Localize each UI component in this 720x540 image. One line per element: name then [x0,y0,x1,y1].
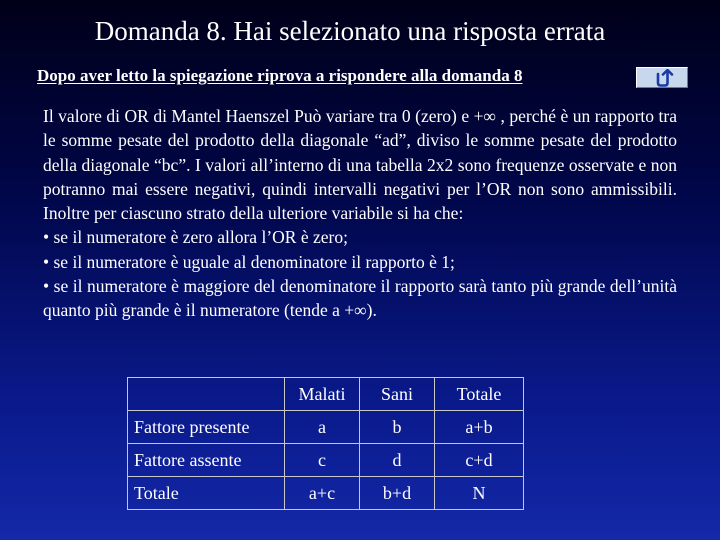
table-row [128,477,524,510]
table-cell: N [435,477,524,510]
retry-instruction: Dopo aver letto la spiegazione riprova a rispondere alla domanda 8 [37,66,523,85]
table-cell: c+d [435,444,524,477]
bullet-numerator-greater: • se il numeratore è maggiore del denominatore il rapporto sarà tanto più grande dell’unità quanto più grande è il numeratore (tende a +∞). [43,276,677,321]
table-header-row [128,378,524,411]
table-cell: d [360,444,435,477]
row-label-fattore-presente: Fattore presente [128,411,285,444]
return-to-question-button[interactable] [636,67,688,88]
table-corner-cell [128,378,285,411]
table-row [128,411,524,444]
column-header-malati: Malati [285,378,360,411]
table-cell: a [285,411,360,444]
table-row [128,444,524,477]
slide-title: Domanda 8. Hai selezionato una risposta errata [94,16,606,46]
explanation-paragraph: Il valore di OR di Mantel Haenszel Può variare tra 0 (zero) e +∞ , perché è un rapporto tra le somme pesate del prodotto della diagonale “ad”, diviso le somme pesate del prodotto della diagonale “bc”. I valori all’interno di una tabella 2x2 sono frequenze osservate e non potranno mai essere negativi, quindi intervalli negativi per l’OR non sono ammissibili. Inoltre per ciascuno strato della ulteriore variabile si ha che: [43,106,677,224]
table-cell: a+c [285,477,360,510]
explanation-text [43,104,677,323]
row-label-totale: Totale [128,477,285,510]
table-cell: b+d [360,477,435,510]
column-header-totale: Totale [435,378,524,411]
bullet-numerator-zero: • se il numeratore è zero allora l’OR è zero; [43,227,348,248]
contingency-table [127,377,524,510]
return-arrow-icon [652,69,674,87]
row-label-fattore-assente: Fattore assente [128,444,285,477]
table-cell: c [285,444,360,477]
bullet-numerator-equal: • se il numeratore è uguale al denominatore il rapporto è 1; [43,251,455,272]
table-cell: b [360,411,435,444]
column-header-sani: Sani [360,378,435,411]
table-cell: a+b [435,411,524,444]
